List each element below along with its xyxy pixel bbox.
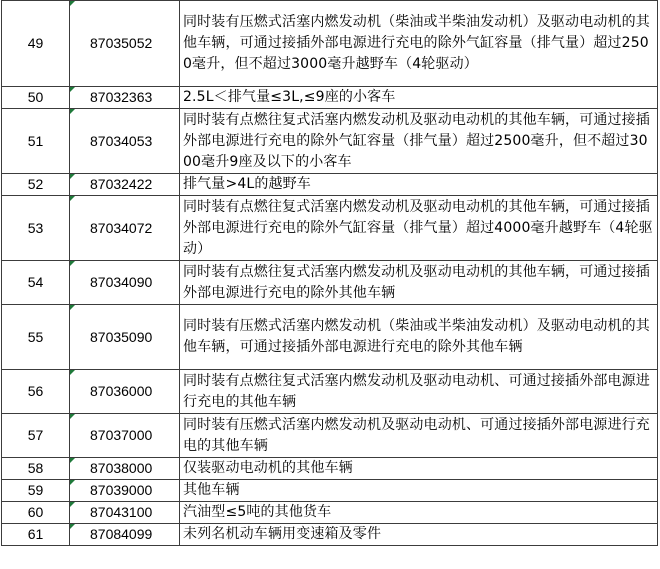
- table-row: [2, 502, 658, 524]
- table-row: [2, 305, 658, 370]
- table-row: [2, 480, 658, 502]
- hs-code: 87035090: [70, 305, 180, 370]
- row-number: 55: [2, 305, 70, 370]
- product-description: 汽油型≤5吨的其他货车: [180, 502, 658, 524]
- table-row: [2, 414, 658, 458]
- hs-code: 87037000: [70, 414, 180, 458]
- hs-code: 87039000: [70, 480, 180, 502]
- hs-code: 87034053: [70, 109, 180, 174]
- table-row: [2, 196, 658, 261]
- row-number: 59: [2, 480, 70, 502]
- product-description: 未列名机动车辆用变速箱及零件: [180, 524, 658, 546]
- hs-code: 87038000: [70, 458, 180, 480]
- hs-code: 87043100: [70, 502, 180, 524]
- table-row: [2, 109, 658, 174]
- row-number: 50: [2, 87, 70, 109]
- hs-code: 87032363: [70, 87, 180, 109]
- row-number: 60: [2, 502, 70, 524]
- table-row: [2, 174, 658, 196]
- row-number: 53: [2, 196, 70, 261]
- row-number: 57: [2, 414, 70, 458]
- hs-code: 87032422: [70, 174, 180, 196]
- table-row: [2, 370, 658, 414]
- row-number: 58: [2, 458, 70, 480]
- row-number: 51: [2, 109, 70, 174]
- hs-code: 87034072: [70, 196, 180, 261]
- product-description: 仅装驱动电动机的其他车辆: [180, 458, 658, 480]
- product-description: 同时装有压燃式活塞内燃发动机（柴油或半柴油发动机）及驱动电动机的其他车辆，可通过接插外部电源进行充电的除外其他车辆: [180, 305, 658, 370]
- table-row: [2, 1, 658, 87]
- table-row: [2, 524, 658, 546]
- product-description: 其他车辆: [180, 480, 658, 502]
- hs-code: 87084099: [70, 524, 180, 546]
- row-number: 52: [2, 174, 70, 196]
- product-description: 同时装有点燃往复式活塞内燃发动机及驱动电动机的其他车辆，可通过接插外部电源进行充电的除外气缸容量（排气量）超过2500毫升，但不超过3000毫升9座及以下的小客车: [180, 109, 658, 174]
- product-description: 排气量>4L的越野车: [180, 174, 658, 196]
- row-number: 56: [2, 370, 70, 414]
- hs-code: 87034090: [70, 261, 180, 305]
- row-number: 49: [2, 1, 70, 87]
- row-number: 61: [2, 524, 70, 546]
- product-description: 同时装有点燃往复式活塞内燃发动机及驱动电动机的其他车辆，可通过接插外部电源进行充电的除外气缸容量（排气量）超过4000毫升越野车（4轮驱动）: [180, 196, 658, 261]
- table-row: [2, 261, 658, 305]
- product-description: 2.5L＜排气量≤3L,≤9座的小客车: [180, 87, 658, 109]
- hs-code: 87036000: [70, 370, 180, 414]
- hs-code: 87035052: [70, 1, 180, 87]
- product-description: 同时装有压燃式活塞内燃发动机及驱动电动机、可通过接插外部电源进行充电的其他车辆: [180, 414, 658, 458]
- table-row: [2, 87, 658, 109]
- tariff-table: [1, 0, 658, 546]
- product-description: 同时装有压燃式活塞内燃发动机（柴油或半柴油发动机）及驱动电动机的其他车辆，可通过接插外部电源进行充电的除外气缸容量（排气量）超过2500毫升，但不超过3000毫升越野车（4轮驱动）: [180, 1, 658, 87]
- product-description: 同时装有点燃往复式活塞内燃发动机及驱动电动机、可通过接插外部电源进行充电的其他车辆: [180, 370, 658, 414]
- row-number: 54: [2, 261, 70, 305]
- table-row: [2, 458, 658, 480]
- product-description: 同时装有点燃往复式活塞内燃发动机及驱动电动机的其他车辆，可通过接插外部电源进行充电的除外其他车辆: [180, 261, 658, 305]
